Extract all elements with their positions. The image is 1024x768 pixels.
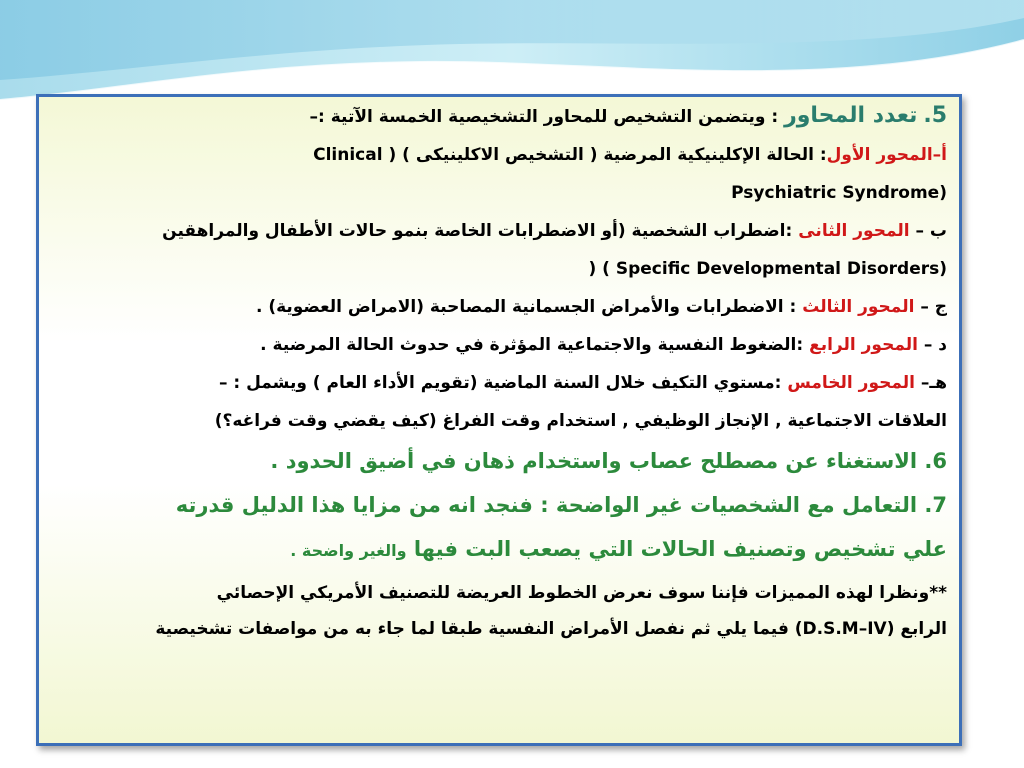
item-text: علي تشخيص وتصنيف الحالات التي يصعب البت فيها (406, 537, 947, 561)
axis-label: المحور الثالث (802, 297, 915, 317)
axis-five-line (51, 372, 947, 394)
note-line (51, 582, 947, 604)
axis-prefix: د – (917, 335, 947, 355)
item-number: 5. (923, 103, 947, 128)
axis-two-line (51, 220, 947, 242)
axis-label: المحور الرابع (809, 335, 918, 355)
axis-label: المحور الخامس (787, 373, 915, 393)
item-text: : ويتضمن التشخيص للمحاور التشخيصية الخمسة الآتية :– (309, 107, 785, 127)
item-text: 6. الاستغناء عن مصطلح عصاب واستخدام ذهان في أضيق الحدود . (270, 449, 947, 473)
content-box (36, 94, 962, 746)
line-item-5 (51, 105, 947, 128)
axis-label: المحور الأول (826, 145, 933, 165)
axis-five-continuation (51, 410, 947, 432)
axis-text: Psychiatric Syndrome) (731, 183, 947, 203)
item-text: 7. التعامل مع الشخصيات غير الواضحة : فنجد انه من مزايا هذا الدليل قدرته (175, 493, 947, 517)
line-item-6 (51, 448, 947, 474)
axis-one-english (51, 182, 947, 204)
axis-text: ) ( Specific Developmental Disorders) (588, 259, 947, 279)
note-text: الرابع (D.S.M–IV) فيما يلي ثم نفصل الأمراض النفسية طبقا لما جاء به من مواصفات تشخيصية (155, 619, 947, 639)
axis-text: :مستوي التكيف خلال السنة الماضية (تقويم الأداء العام ) ويشمل : – (218, 373, 788, 393)
item-heading: تعدد المحاور (784, 103, 918, 128)
axis-text: :الضغوط النفسية والاجتماعية المؤثرة في حدوث الحالة المرضية . (260, 335, 810, 355)
axis-label: المحور الثانى (798, 221, 910, 241)
line-item-7 (51, 492, 947, 518)
axis-prefix: هـ– (914, 373, 947, 393)
axis-text: : الاضطرابات والأمراض الجسمانية المصاحبة (الامراض العضوية) . (255, 297, 803, 317)
note-continuation (51, 618, 947, 640)
axis-prefix: ب – (909, 221, 947, 241)
axis-four-line (51, 334, 947, 356)
line-item-7-continuation (51, 536, 947, 564)
axis-text: :اضطراب الشخصية (أو الاضطرابات الخاصة بنمو حالات الأطفال والمراهقين (162, 221, 799, 241)
axis-prefix: ج – (914, 297, 947, 317)
item-text-small: والغير واضحة . (290, 541, 407, 560)
note-text: **ونظرا لهذه المميزات فإننا سوف نعرض الخطوط العريضة للتصنيف الأمريكي الإحصائي (216, 583, 947, 603)
axis-three-line (51, 296, 947, 318)
axis-text: العلاقات الاجتماعية , الإنجاز الوظيفي , استخدام وقت الفراغ (كيف يقضي وقت فراغه؟) (214, 411, 947, 431)
axis-two-english (51, 258, 947, 280)
axis-text: : الحالة الإكلينيكية المرضية ( التشخيص الاكلينيكى ) ( Clinical (313, 145, 827, 165)
axis-prefix: أ– (932, 145, 947, 165)
axis-one-line (51, 144, 947, 166)
